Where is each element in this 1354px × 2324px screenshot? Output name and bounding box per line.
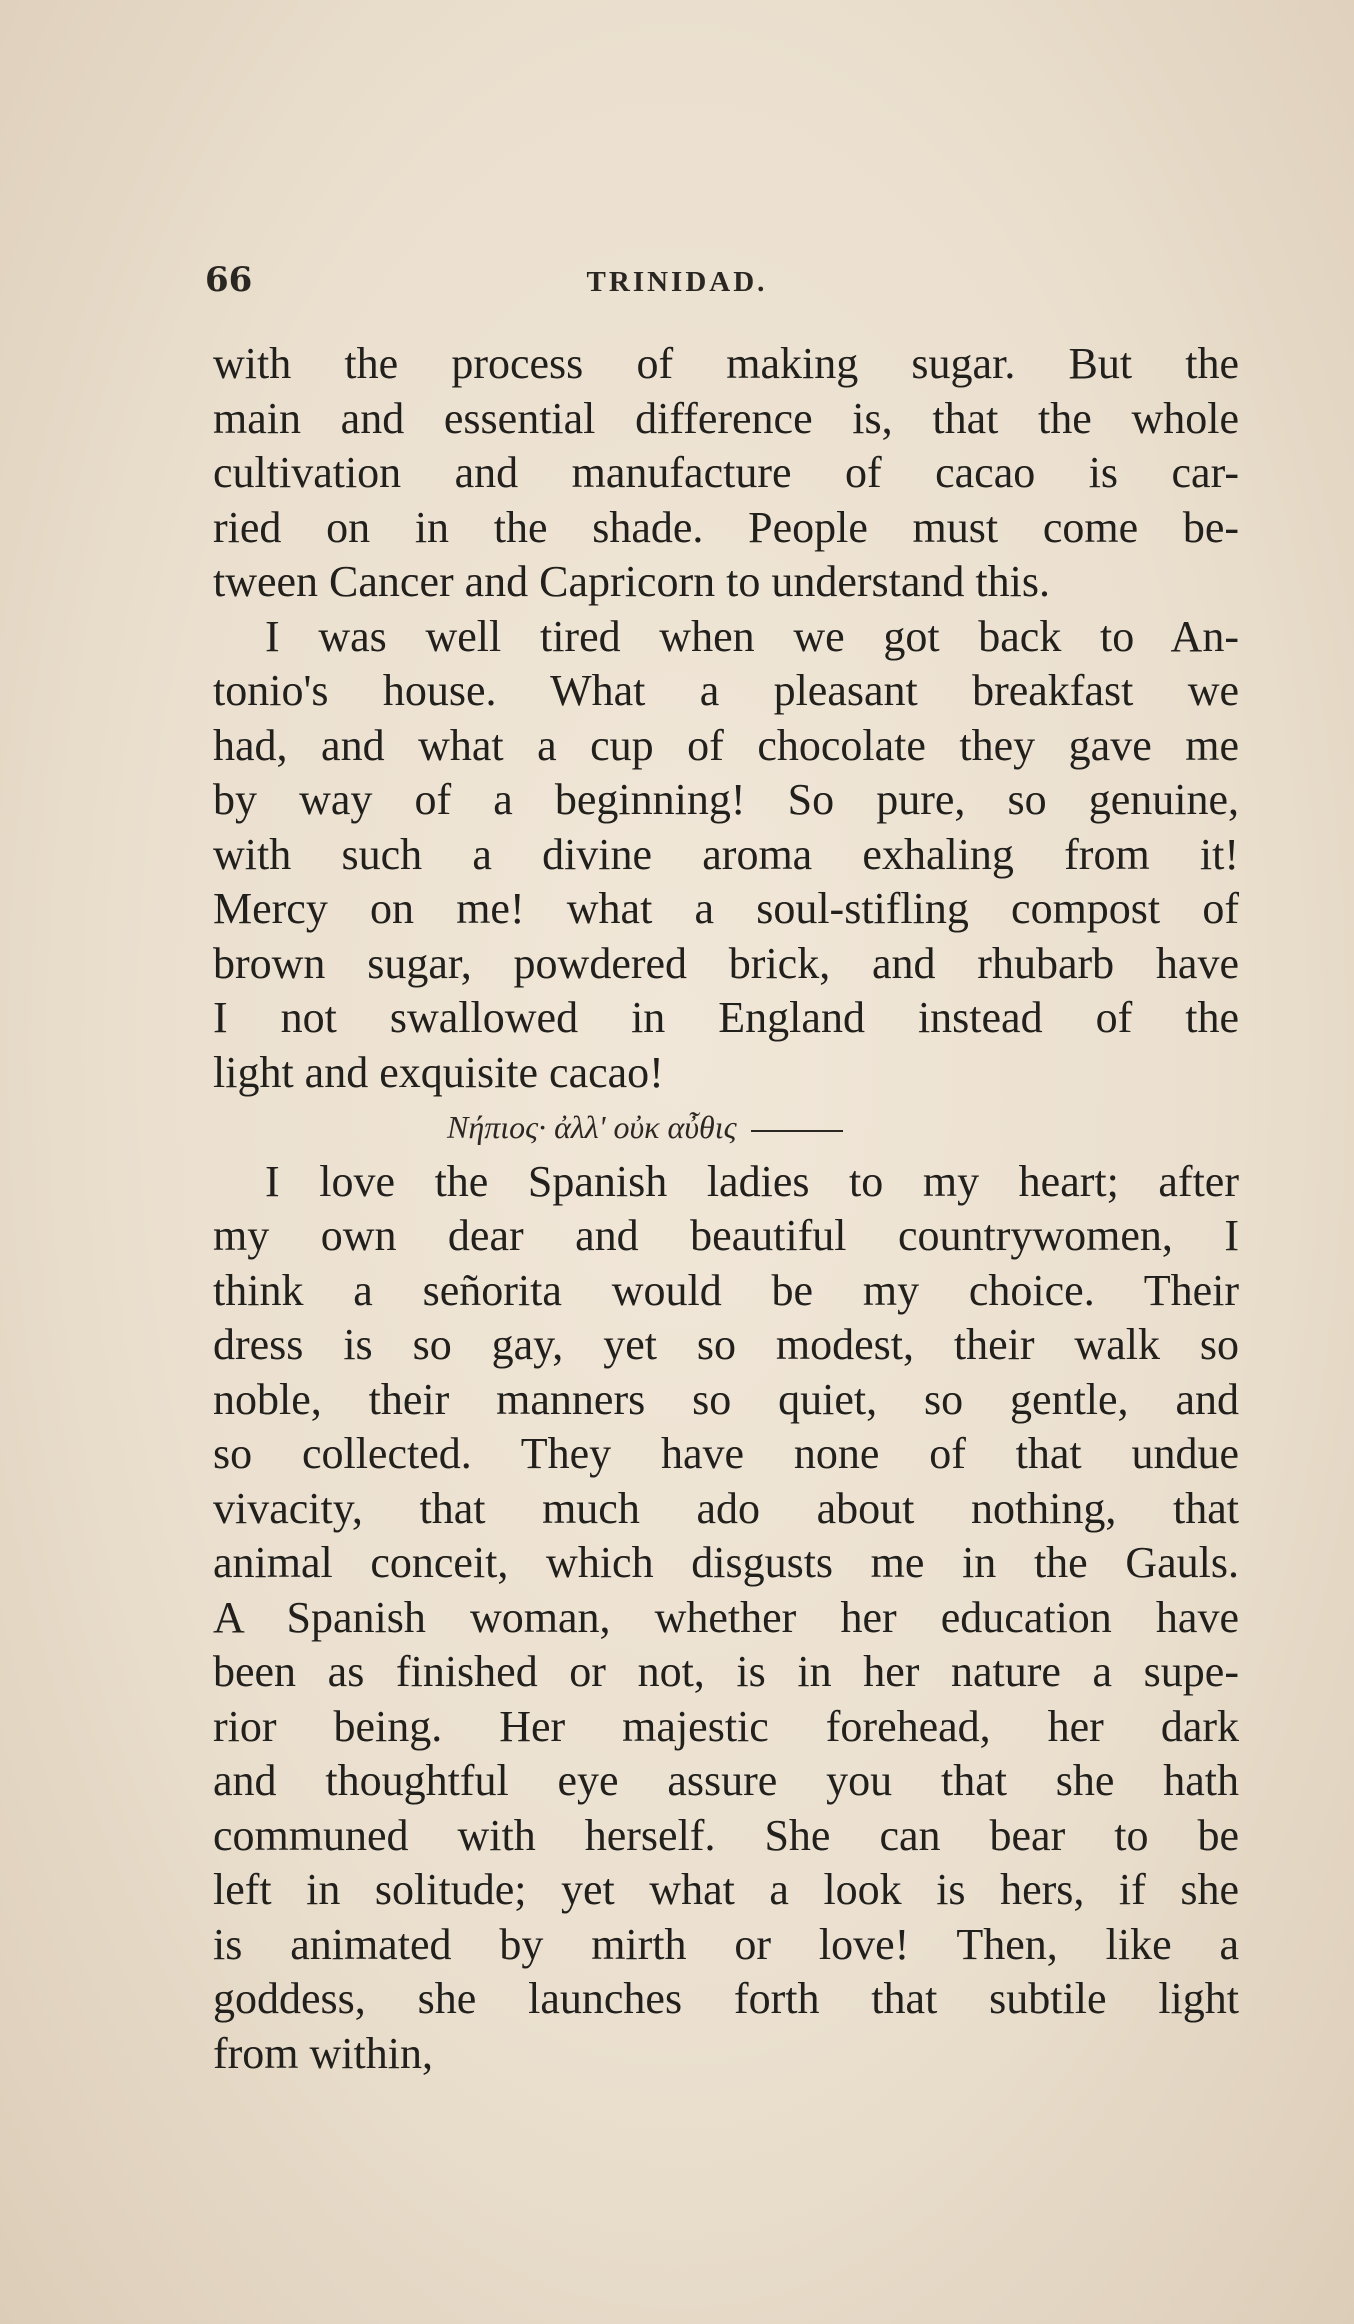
text-line: Mercy on me! what a soul-stifling compost of — [213, 884, 1239, 933]
text-line: I not swallowed in England instead of the — [213, 993, 1239, 1042]
text-line: by way of a beginning! So pure, so genuine, — [213, 775, 1239, 824]
text-line: goddess, she launches forth that subtile light — [213, 1974, 1239, 2023]
text-line: tween Cancer and Capricorn to understand this. — [213, 557, 1050, 606]
text-line: think a señorita would be my choice. Their — [213, 1265, 1239, 1315]
text-line: is animated by mirth or love! Then, like a — [213, 1919, 1239, 1969]
text-line: I love the Spanish ladies to my heart; after — [265, 1156, 1239, 1206]
text-line: with such a divine aroma exhaling from it! — [213, 829, 1239, 879]
text-line: main and essential difference is, that the whole — [213, 393, 1239, 443]
text-line: noble, their manners so quiet, so gentle, and — [213, 1374, 1239, 1424]
text-line: rior being. Her majestic forehead, her dark — [213, 1701, 1239, 1751]
text-line: dress is so gay, yet so modest, their walk so — [213, 1320, 1239, 1369]
text-line: ried on in the shade. People must come be- — [213, 502, 1239, 552]
text-line: with the process of making sugar. But the — [213, 339, 1239, 388]
text-line: communed with herself. She can bear to be — [213, 1810, 1239, 1860]
text-line: vivacity, that much ado about nothing, that — [213, 1483, 1239, 1533]
text-line: my own dear and beautiful countrywomen, I — [213, 1211, 1239, 1260]
text-line: been as finished or not, is in her nature a supe- — [213, 1647, 1239, 1696]
running-title: TRINIDAD. — [586, 266, 768, 298]
text-line: animal conceit, which disgusts me in the Gauls. — [213, 1538, 1239, 1587]
greek-quotation — [213, 1100, 1239, 1155]
text-line: I was well tired when we got back to An- — [265, 611, 1239, 661]
text-line: cultivation and manufacture of cacao is car- — [213, 448, 1239, 497]
text-line: light and exquisite cacao! — [213, 1047, 664, 1097]
text-line: and thoughtful eye assure you that she hath — [213, 1756, 1239, 1805]
text-line: left in solitude; yet what a look is hers, if she — [213, 1865, 1239, 1914]
greek-quotation-text: Νήπιος· ἀλλ' οὐκ αὖθις — [447, 1109, 737, 1145]
text-line: had, and what a cup of chocolate they gave me — [213, 720, 1239, 770]
text-line: brown sugar, powdered brick, and rhubarb have — [213, 938, 1239, 988]
body-text — [213, 337, 1239, 2081]
text-line: from within, — [213, 2028, 433, 2078]
text-line: tonio's house. What a pleasant breakfast we — [213, 666, 1239, 715]
quotation-dash — [751, 1130, 843, 1132]
page-number: 66 — [205, 260, 253, 300]
text-line: so collected. They have none of that undue — [213, 1429, 1239, 1478]
text-line: A Spanish woman, whether her education have — [213, 1592, 1239, 1642]
